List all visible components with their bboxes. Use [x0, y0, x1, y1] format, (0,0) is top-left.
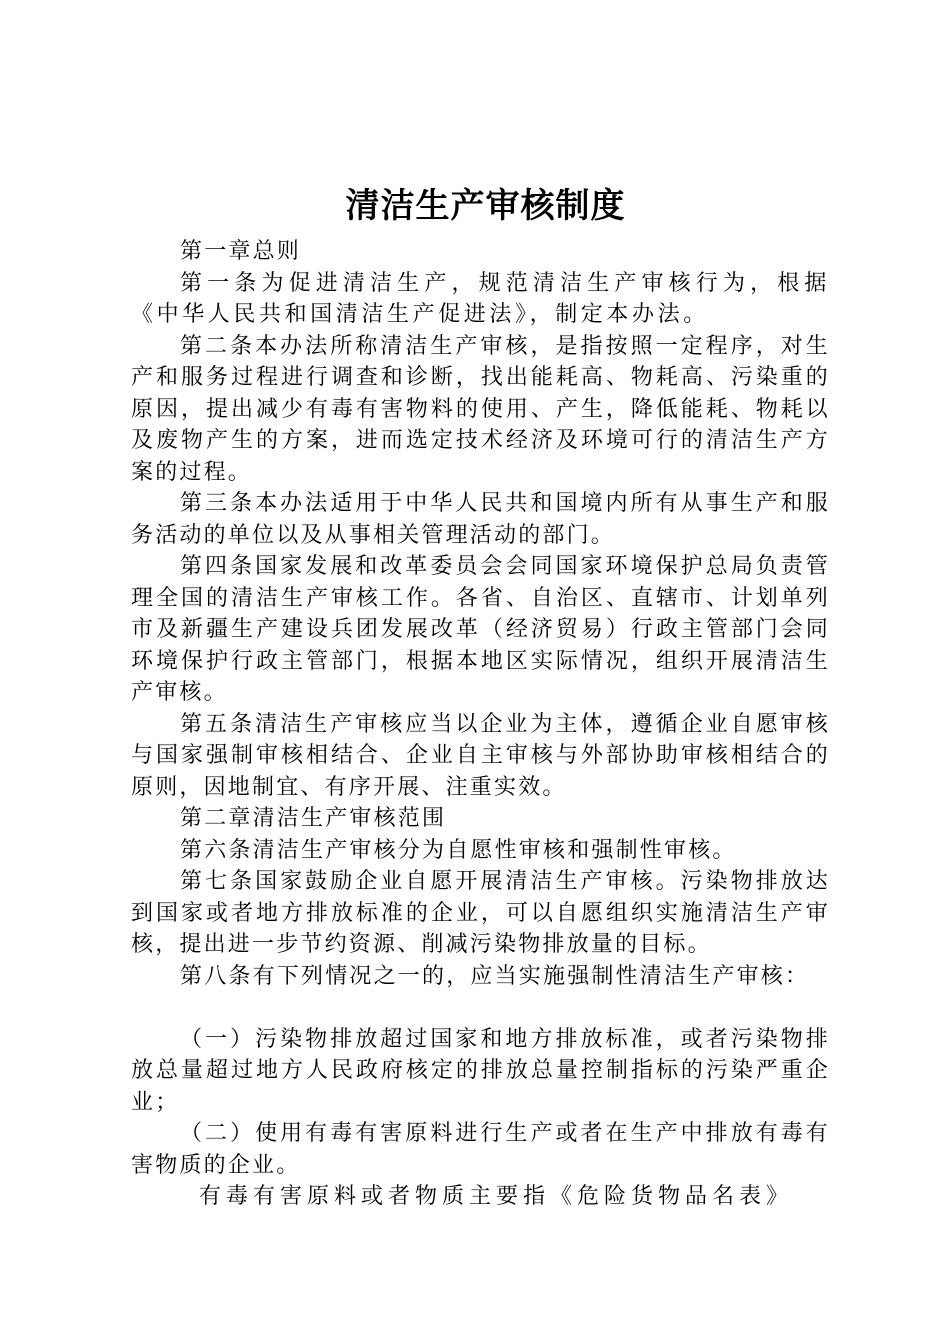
note-paragraph: 有毒有害原料或者物质主要指《危险货物品名表》	[199, 1184, 794, 1209]
chapter-1-heading: 第一章总则	[180, 239, 302, 264]
article-6: 第六条清洁生产审核分为自愿性审核和强制性审核。	[180, 837, 737, 863]
article-4: 第四条国家发展和改革委员会会同国家环境保护总局负责管理全国的清洁生产审核工作。各省、自治区、直辖市、计划单列市及新疆生产建设兵团发展改革（经济贸易）行政主管部门会同环境保护行政主管部门，根据本地区实际情况，组织开展清洁生产审核。	[131, 554, 830, 705]
list-item-1: （一）污染物排放超过国家和地方排放标准，或者污染物排放总量超过地方人民政府核定的排放总量控制指标的污染严重企业；	[131, 1026, 830, 1115]
article-5: 第五条清洁生产审核应当以企业为主体，遵循企业自愿审核与国家强制审核相结合、企业自主审核与外部协助审核相结合的原则，因地制宜、有序开展、注重实效。	[131, 711, 830, 800]
article-8: 第八条有下列情况之一的，应当实施强制性清洁生产审核：	[180, 963, 810, 989]
article-1: 第一条为促进清洁生产，规范清洁生产审核行为，根据《中华人民共和国清洁生产促进法》，制定本办法。	[131, 270, 830, 327]
document-title: 清洁生产审核制度	[345, 186, 626, 226]
article-7: 第七条国家鼓励企业自愿开展清洁生产审核。污染物排放达到国家或者地方排放标准的企业，可以自愿组织实施清洁生产审核，提出进一步节约资源、削减污染物排放量的目标。	[131, 869, 830, 957]
chapter-2-heading: 第二章清洁生产审核范围	[180, 806, 447, 831]
article-2: 第二条本办法所称清洁生产审核，是指按照一定程序，对生产和服务过程进行调查和诊断，找出能耗高、物耗高、污染重的原因，提出减少有毒有害物料的使用、产生，降低能耗、物耗以及废物产生的方案，进而选定技术经济及环境可行的清洁生产方案的过程。	[131, 333, 830, 485]
document-body	[131, 236, 830, 1213]
blank-line	[131, 992, 830, 1024]
list-item-2: （二）使用有毒有害原料进行生产或者在生产中排放有毒有害物质的企业。	[131, 1121, 830, 1178]
article-3: 第三条本办法适用于中华人民共和国境内所有从事生产和服务活动的单位以及从事相关管理活动的部门。	[131, 491, 830, 548]
